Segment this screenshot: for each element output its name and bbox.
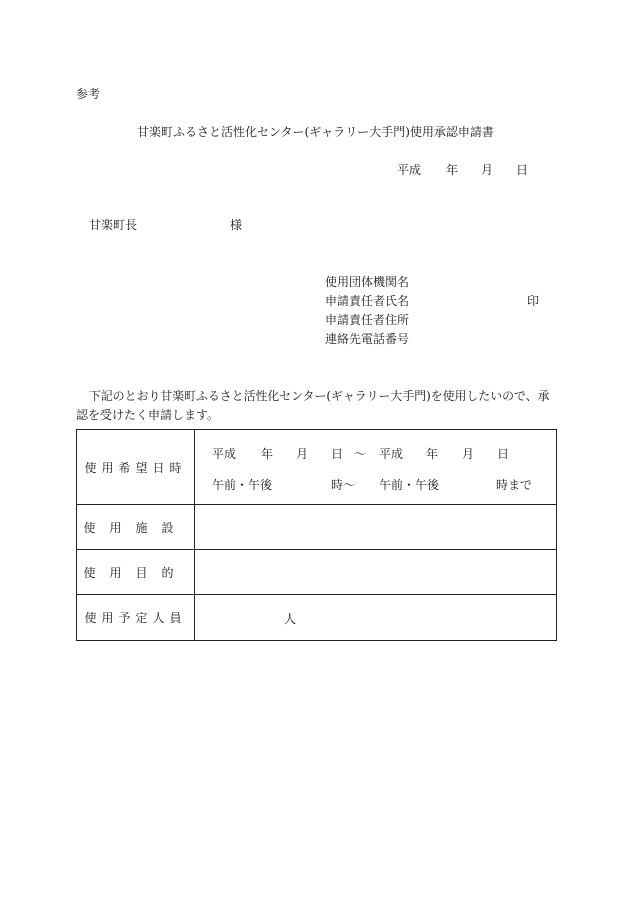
dt-year-1: 年 (261, 447, 274, 461)
facility-field[interactable] (195, 505, 557, 550)
date-day-unit: 日 (516, 163, 529, 177)
table-row (77, 595, 557, 641)
purpose-field[interactable] (195, 550, 557, 595)
row-label-purpose: 使用目的 (77, 550, 195, 595)
dt-tilde: 〜 (354, 447, 367, 461)
datetime-field[interactable] (195, 430, 557, 505)
dt-hour-1: 時〜 (331, 478, 356, 492)
attendees-field[interactable] (195, 595, 557, 641)
table-row (77, 550, 557, 595)
name-label: 申請責任者氏名 (325, 294, 410, 308)
row-label-facility: 使用施設 (77, 505, 195, 550)
address-label: 申請責任者住所 (325, 313, 410, 327)
intro-line-2: 認を受けたく申請します。 (76, 408, 220, 422)
addressee-name: 甘楽町長 (89, 218, 138, 232)
row-label-attendees: 使用予定人員 (77, 595, 195, 641)
people-unit: 人 (284, 612, 297, 626)
phone-label: 連絡先電話番号 (325, 332, 410, 346)
dt-hour-2: 時まで (496, 478, 533, 492)
document-title: 甘楽町ふるさと活性化センター(ギャラリー大手門)使用承認申請書 (137, 125, 494, 139)
dt-ampm-2: 午前・午後 (379, 478, 440, 492)
dt-year-2: 年 (426, 447, 439, 461)
table-row (77, 430, 557, 505)
date-era: 平成 (397, 163, 422, 177)
date-month-unit: 月 (481, 163, 494, 177)
dt-era-2: 平成 (379, 447, 404, 461)
application-form-table (76, 429, 557, 641)
dt-day-2: 日 (497, 447, 510, 461)
reference-label: 参考 (76, 87, 101, 101)
dt-month-1: 月 (296, 447, 309, 461)
dt-ampm-1: 午前・午後 (212, 478, 273, 492)
intro-line-1: 下記のとおり甘楽町ふるさと活性化センター(ギャラリー大手門)を使用したいので、承 (89, 389, 550, 403)
dt-month-2: 月 (462, 447, 475, 461)
date-year-unit: 年 (446, 163, 459, 177)
dt-era-1: 平成 (212, 447, 237, 461)
addressee-honorific: 様 (230, 218, 243, 232)
seal-mark: 印 (527, 294, 540, 308)
org-label: 使用団体機関名 (325, 275, 410, 289)
dt-day-1: 日 (331, 447, 344, 461)
row-label-datetime: 使用希望日時 (77, 430, 195, 505)
table-row (77, 505, 557, 550)
